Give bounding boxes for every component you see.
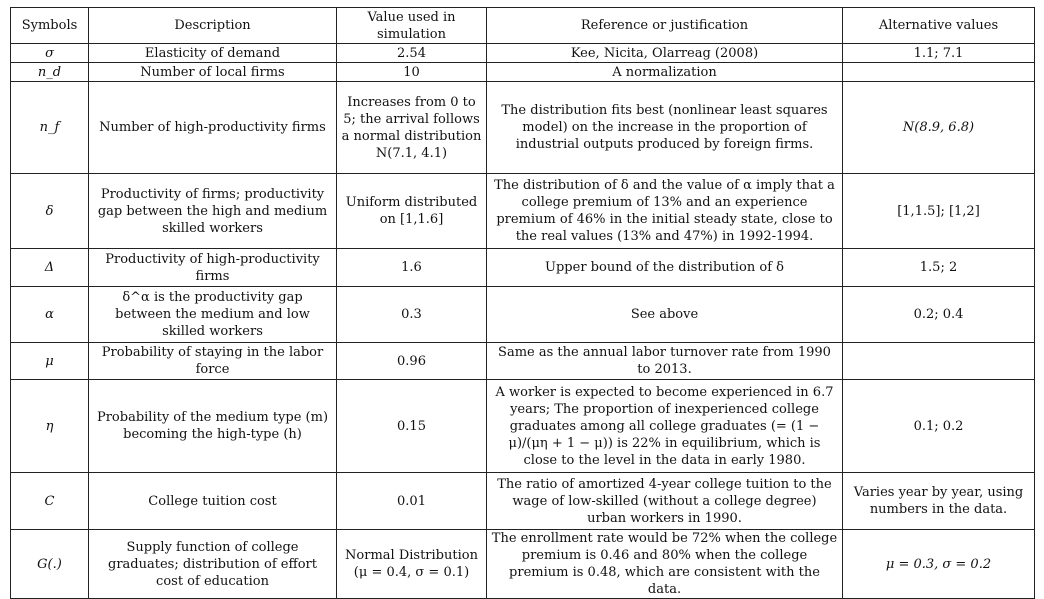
value-cell: Increases from 0 to 5; the arrival follows a normal distribution N(7.1, 4.1) [337, 82, 487, 174]
reference-cell: A worker is expected to become experienced in 6.7 years; The proportion of inexperienced college graduates among all college graduates (= (1 − μ)/(μη + 1 − μ)) is 22% in equilibrium, which is close to the level in the data in early 1980. [487, 380, 843, 473]
alternative-cell: 1.5; 2 [843, 249, 1035, 287]
symbol-cell: Δ [11, 249, 89, 287]
value-cell: 0.3 [337, 287, 487, 343]
header-reference: Reference or justification [487, 8, 843, 44]
value-cell: Normal Distribution (μ = 0.4, σ = 0.1) [337, 530, 487, 599]
description-cell: Probability of the medium type (m) becoming the high-type (h) [89, 380, 337, 473]
alternative-cell: N(8.9, 6.8) [843, 82, 1035, 174]
symbol-cell: α [11, 287, 89, 343]
description-cell: Number of local firms [89, 63, 337, 82]
table-row [11, 530, 1035, 599]
value-cell: 10 [337, 63, 487, 82]
description-cell: Elasticity of demand [89, 44, 337, 63]
symbol-cell: δ [11, 174, 89, 249]
value-cell: 0.96 [337, 343, 487, 380]
header-description: Description [89, 8, 337, 44]
reference-cell: Upper bound of the distribution of δ [487, 249, 843, 287]
alternative-cell: Varies year by year, using numbers in the data. [843, 473, 1035, 530]
reference-cell: See above [487, 287, 843, 343]
value-cell: 0.01 [337, 473, 487, 530]
table-row [11, 63, 1035, 82]
alternative-cell [843, 343, 1035, 380]
alternative-cell: 1.1; 7.1 [843, 44, 1035, 63]
header-symbols: Symbols [11, 8, 89, 44]
symbol-cell: η [11, 380, 89, 473]
value-cell: Uniform distributed on [1,1.6] [337, 174, 487, 249]
table-row [11, 380, 1035, 473]
symbol-cell: C [11, 473, 89, 530]
alternative-cell: [1,1.5]; [1,2] [843, 174, 1035, 249]
description-cell: Number of high-productivity firms [89, 82, 337, 174]
alternative-cell: μ = 0.3, σ = 0.2 [843, 530, 1035, 599]
header-value: Value used in simulation [337, 8, 487, 44]
symbol-cell: G(.) [11, 530, 89, 599]
description-cell: College tuition cost [89, 473, 337, 530]
table-row [11, 82, 1035, 174]
alternative-cell: 0.2; 0.4 [843, 287, 1035, 343]
reference-cell: Same as the annual labor turnover rate from 1990 to 2013. [487, 343, 843, 380]
alternative-cell [843, 63, 1035, 82]
description-cell: Productivity of high-productivity firms [89, 249, 337, 287]
reference-cell: Kee, Nicita, Olarreag (2008) [487, 44, 843, 63]
table-row [11, 249, 1035, 287]
reference-cell: A normalization [487, 63, 843, 82]
description-cell: Supply function of college graduates; distribution of effort cost of education [89, 530, 337, 599]
table-row [11, 343, 1035, 380]
header-row [11, 8, 1035, 44]
reference-cell: The distribution fits best (nonlinear least squares model) on the increase in the proportion of industrial outputs produced by foreign firms. [487, 82, 843, 174]
header-alternative: Alternative values [843, 8, 1035, 44]
table-row [11, 174, 1035, 249]
description-cell: Productivity of firms; productivity gap between the high and medium skilled workers [89, 174, 337, 249]
reference-cell: The distribution of δ and the value of α imply that a college premium of 13% and an experience premium of 46% in the initial steady state, close to the real values (13% and 47%) in 1992-1994. [487, 174, 843, 249]
table-row [11, 44, 1035, 63]
table-row [11, 287, 1035, 343]
alternative-cell: 0.1; 0.2 [843, 380, 1035, 473]
symbol-cell: n_f [11, 82, 89, 174]
symbol-cell: μ [11, 343, 89, 380]
symbol-cell: σ [11, 44, 89, 63]
reference-cell: The ratio of amortized 4-year college tuition to the wage of low-skilled (without a college degree) urban workers in 1990. [487, 473, 843, 530]
symbol-cell: n_d [11, 63, 89, 82]
value-cell: 2.54 [337, 44, 487, 63]
value-cell: 0.15 [337, 380, 487, 473]
value-cell: 1.6 [337, 249, 487, 287]
description-cell: Probability of staying in the labor force [89, 343, 337, 380]
reference-cell: The enrollment rate would be 72% when the college premium is 0.46 and 80% when the college premium is 0.48, which are consistent with the data. [487, 530, 843, 599]
table-row [11, 473, 1035, 530]
description-cell: δ^α is the productivity gap between the medium and low skilled workers [89, 287, 337, 343]
parameter-table [10, 7, 1035, 599]
